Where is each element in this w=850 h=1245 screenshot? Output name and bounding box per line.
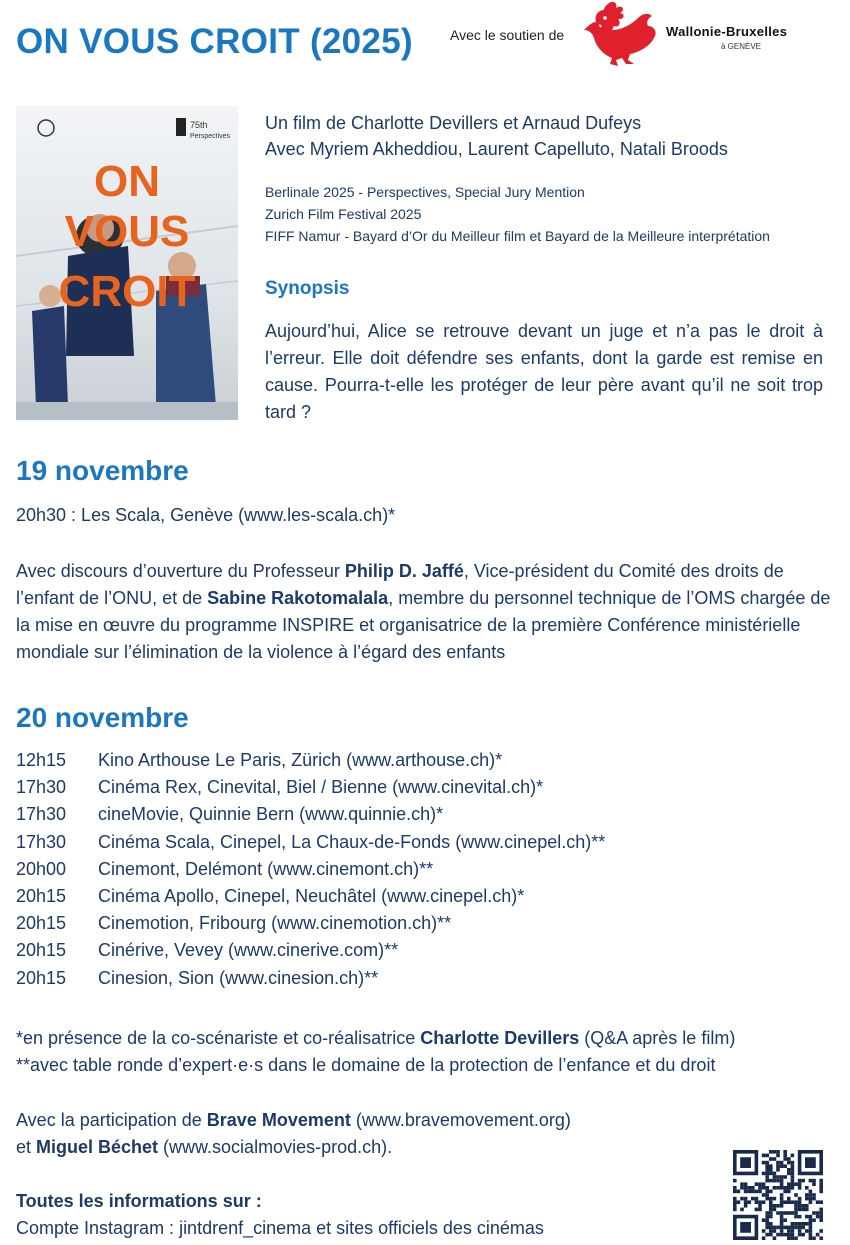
poster-title-line3: CROIT <box>58 267 196 316</box>
festival-item: FIFF Namur - Bayard d’Or du Meilleur film et Bayard de la Meilleure interprétation <box>265 228 770 244</box>
footer-heading: Toutes les informations sur : <box>16 1191 262 1211</box>
participation-text: et <box>16 1137 37 1157</box>
poster-title-line1: ON <box>94 157 160 206</box>
participation <box>16 1107 836 1161</box>
screening-venue: Cinéma Scala, Cinepel, La Chaux-de-Fonds (www.cinepel.ch)** <box>98 831 606 852</box>
sponsor-name: Wallonie-Bruxelles <box>666 24 788 39</box>
footnote-text: *en présence de la co-scénariste et co-réalisatrice <box>16 1028 421 1048</box>
poster-badge: 75th <box>190 120 208 130</box>
screening-row <box>16 832 605 859</box>
support-text: Avec le soutien de <box>450 27 565 43</box>
footnote-2: **avec table ronde d’expert·e·s dans le domaine de la protection de l’enfance et du droit <box>16 1055 716 1075</box>
participation-line-2 <box>16 1134 836 1161</box>
screening-time: 20h15 <box>16 885 67 906</box>
screening-venue: Cinesion, Sion (www.cinesion.ch)** <box>98 967 379 988</box>
screening-time: 12h15 <box>16 750 67 770</box>
footer-info <box>16 1188 716 1242</box>
speech-text: Avec discours d’ouverture du Professeur <box>16 561 345 581</box>
screening-row <box>16 886 605 913</box>
festival-list <box>265 181 830 247</box>
screening-venue: Cinemont, Delémont (www.cinemont.ch)** <box>98 858 434 879</box>
footnotes <box>16 1025 836 1079</box>
film-poster <box>16 106 238 420</box>
page-title: ON VOUS CROIT (2025) <box>16 22 413 61</box>
screening-row <box>16 968 605 995</box>
footnote-name: Charlotte Devillers <box>420 1028 580 1048</box>
poster-title-line2: VOUS <box>64 207 190 256</box>
screening-time: 20h15 <box>16 967 67 988</box>
participation-line-1 <box>16 1107 836 1134</box>
footnote-text: (Q&A après le film) <box>579 1028 736 1048</box>
speech-text: , Vice-président du Comité des droits de l’enfant de l’ONU, et de <box>16 561 784 608</box>
day1-speech <box>16 558 836 666</box>
screening-row <box>16 940 605 967</box>
footnote-1 <box>16 1025 836 1052</box>
participation-text: Avec la participation de <box>16 1110 207 1130</box>
day1-screening: 20h30 : Les Scala, Genève (www.les-scala.ch)* <box>16 505 396 525</box>
day1-heading: 19 novembre <box>16 455 189 486</box>
rooster-icon <box>578 0 660 68</box>
participant-name: Brave Movement <box>206 1110 351 1130</box>
screening-time: 17h30 <box>16 831 67 852</box>
screening-row <box>16 859 605 886</box>
sponsor-subtitle: à GENÈVE <box>721 42 762 51</box>
poster-badge-sub: Perspectives <box>190 133 231 140</box>
screening-venue: cineMovie, Quinnie Bern (www.quinnie.ch)* <box>98 804 444 825</box>
screening-row <box>16 913 605 940</box>
screening-time: 20h15 <box>16 913 67 934</box>
speech-text: , membre du personnel technique de l’OMS chargée de la mise en œuvre du programme INSPIRE et organisatrice de la première Conférence ministérielle mondiale sur l’élimination de la violence à l’égard des enfants <box>16 588 831 662</box>
screening-venue: Cinéma Apollo, Cinepel, Neuchâtel (www.cinepel.ch)* <box>98 885 525 906</box>
director-line: Un film de Charlotte Devillers et Arnaud Dufeys <box>265 113 642 133</box>
synopsis-text: Aujourd’hui, Alice se retrouve devant un juge et n’a pas le droit à l’erreur. Elle doit défendre ses enfants, dont la garde est remise en cause. Pourra-t-elle les protéger de leur père avant qu’il ne soit trop tard ? <box>265 321 823 422</box>
screening-row <box>16 750 605 777</box>
screening-time: 20h00 <box>16 858 67 879</box>
screening-row <box>16 777 605 804</box>
screening-venue: Cinemotion, Fribourg (www.cinemotion.ch)** <box>98 913 452 934</box>
screening-time: 17h30 <box>16 804 67 825</box>
festival-item: Berlinale 2025 - Perspectives, Special Jury Mention <box>265 184 585 200</box>
screening-venue: Cinéma Rex, Cinevital, Biel / Bienne (www.cinevital.ch)* <box>98 777 544 798</box>
synopsis-heading: Synopsis <box>265 278 350 299</box>
speaker-name: Philip D. Jaffé <box>344 561 464 581</box>
participant-name: Miguel Béchet <box>36 1137 159 1157</box>
participation-link: (www.bravemovement.org) <box>350 1110 571 1130</box>
speaker-name: Sabine Rakotomalala <box>207 588 389 608</box>
screening-list <box>16 750 605 995</box>
screening-venue: Kino Arthouse Le Paris, Zürich (www.arthouse.ch)* <box>98 750 503 770</box>
day2-heading: 20 novembre <box>16 702 189 733</box>
film-credits <box>265 110 830 162</box>
festival-item: Zurich Film Festival 2025 <box>265 206 422 222</box>
screening-time: 17h30 <box>16 777 67 798</box>
footer-text: Compte Instagram : jintdrenf_cinema et sites officiels des cinémas <box>16 1218 544 1238</box>
participation-link: (www.socialmovies-prod.ch). <box>158 1137 393 1157</box>
screening-time: 20h15 <box>16 940 67 961</box>
screening-venue: Cinérive, Vevey (www.cinerive.com)** <box>98 940 399 961</box>
cast-line: Avec Myriem Akheddiou, Laurent Capelluto, Natali Broods <box>265 139 728 159</box>
qr-code-icon[interactable] <box>733 1150 823 1240</box>
screening-row <box>16 804 605 831</box>
